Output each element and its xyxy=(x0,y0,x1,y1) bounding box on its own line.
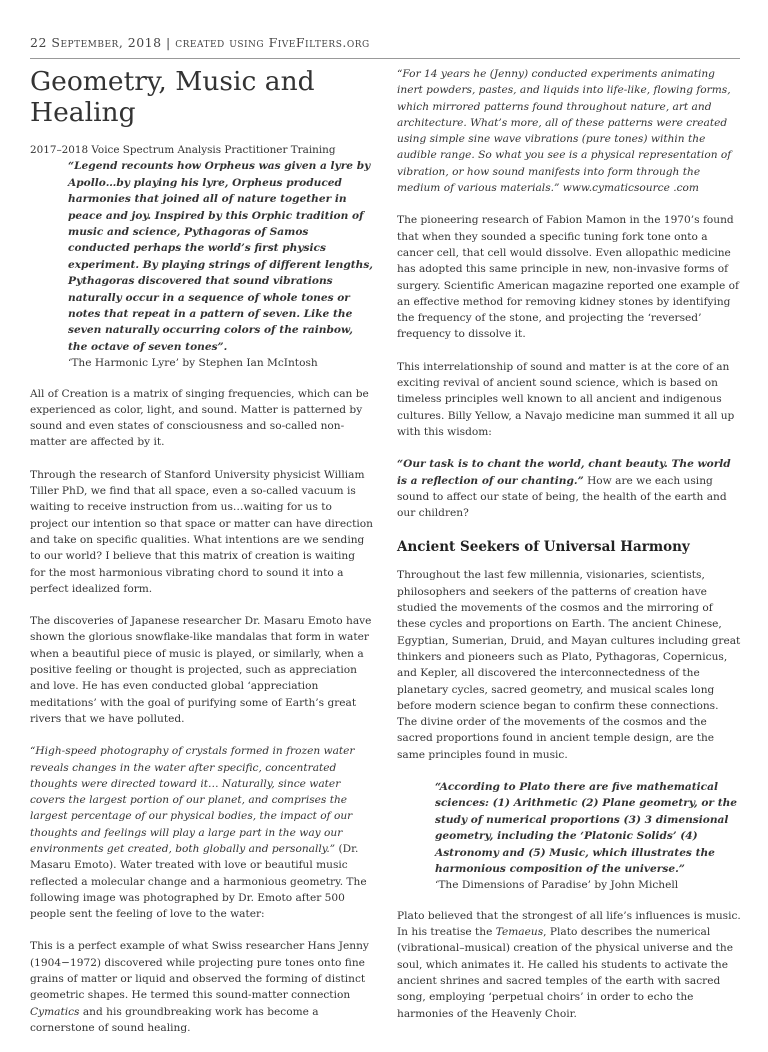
temaeus-term: Temaeus xyxy=(495,926,544,939)
plato-quote-citation: ‘The Dimensions of Paradise’ by John Michell xyxy=(435,879,679,892)
header-divider xyxy=(30,58,740,59)
orpheus-quote-text: “Legend recounts how Orpheus was given a lyre by Apollo…by playing his lyre, Orpheus produced harmonies that joined all of nature together in peace and joy. Inspired by this Orphic tradition of music and science, Pythagoras of Samos conducted perhaps the world’s first physics experiment. By playing strings of different lengths, Pythagoras discovered that sound vibrations naturally occur in a sequence of whole tones or notes that repeat in a pattern of seven. Like the seven naturally occurring colors of the rainbow, the octave of seven tones”. xyxy=(68,160,373,353)
paragraph-ancient-seekers: Throughout the last few millennia, visionaries, scientists, philosophers and seekers of the patterns of creation have studied the movements of the cosmos and the mirroring of these cycles and proportions on Earth. The ancient Chinese, Egyptian, Sumerian, Druid, and Mayan cultures including great thinkers and pioneers such as Plato, Pythagoras, Copernicus, and Kepler, all discovered the interconnectedness of the planetary cycles, sacred geometry, and musical scales long before modern science began to confirm these connections. The divine order of the movements of the cosmos and the sacred proportions found in ancient temple design, are the same principles found in music. xyxy=(397,569,741,761)
navajo-quote-text: “Our task is to chant the world, chant beauty. The world is a reflection of our chanting.” xyxy=(397,458,731,487)
plato-text-end: , Plato describes the numerical (vibrational–musical) creation of the physical universe and the soul, which animates it. He called his students to activate the ancient shrines and sacred temples of the earth with sacred song, employing ‘perpetual choirs’ in order to echo the harmonies of the Heavenly Choir. xyxy=(397,926,734,1020)
paragraph-tiller-research: Through the research of Stanford University physicist William Tiller PhD, we find that all space, even a so-called vacuum is waiting to receive instruction from us…waiting for us to project our intention so that space or matter can have direction and take on specific qualities. What intentions are we sending to our world? I believe that this matrix of creation is waiting for the most harmonious vibrating chord to sound it into a perfect idealized form. xyxy=(30,468,373,595)
paragraph-hans-jenny xyxy=(30,938,373,1036)
paragraph-creation-matrix: All of Creation is a matrix of singing frequencies, which can be experienced as color, light, and sound. Matter is patterned by sound and even states of consciousness and so-called non-matter are affected by it. xyxy=(30,387,369,449)
jenny-text-end: and his groundbreaking work has become a cornerstone of sound healing. xyxy=(30,1005,319,1034)
emoto-quote-text: “High-speed photography of crystals formed in frozen water reveals changes in the water after specific, concentrated thoughts were directed toward it… Naturally, since water covers the largest portion of our planet, and comprises the largest percentage of our physical bodies, the impact of our thoughts and feelings will play a large part in the way our environments get created, both globally and personally.” xyxy=(30,745,355,855)
article-subtitle: 2017–2018 Voice Spectrum Analysis Practitioner Training xyxy=(30,144,336,156)
cymatics-term: Cymatics xyxy=(30,1005,80,1018)
paragraph-mamon-research: The pioneering research of Fabion Mamon in the 1970’s found that when they sounded a specific tuning fork tone onto a cancer cell, that cell would dissolve. Even allopathic medicine has adopted this same principle in new, non-invasive forms of surgery. Scientific American magazine reported one example of an effective method for removing kidney stones by identifying the frequency of the stone, and projecting the ‘reversed’ frequency to dissolve it. xyxy=(397,214,739,341)
navajo-quote-followup: How are we each using sound to affect our state of being, the health of the earth and our children? xyxy=(397,474,727,520)
plato-quote-text: “According to Plato there are five mathematical sciences: (1) Arithmetic (2) Plane geometry, or the study of numerical proportions (3) 3 dimensional geometry, including the ‘Platonic Solids’ (4) Astronomy and (5) Music, which illustrates the harmonious composition of the universe.” xyxy=(435,780,738,876)
paragraph-plato-music xyxy=(397,908,741,1022)
article-title: Geometry, Music and Healing xyxy=(30,66,315,128)
plato-blockquote xyxy=(435,779,741,894)
paragraph-sound-matter: This interrelationship of sound and matter is at the core of an exciting revival of ancient sound science, which is based on timeless principles well known to all ancient and indigenous cultures. Billy Yellow, a Navajo medicine man summed it all up with this wisdom: xyxy=(397,360,735,438)
plato-text-start: Plato believed that the strongest of all life’s influences is music. In his treatise the xyxy=(397,909,741,939)
jenny-text-start: This is a perfect example of what Swiss researcher Hans Jenny (1904−1972) discovered while projecting pure tones onto fine grains of matter or liquid and observed the forming of distinct geometric shapes. He termed this sound-matter connection xyxy=(30,940,369,1002)
section-heading: Ancient Seekers of Universal Harmony xyxy=(397,539,690,556)
paragraph-emoto-discoveries: The discoveries of Japanese researcher Dr. Masaru Emoto have shown the glorious snowflake-like mandalas that form in water when a beautiful piece of music is played, or similarly, when a positive feeling or thought is projected, such as appreciation and love. He has even conducted global ‘appreciation meditations’ with the goal of purifying some of Earth’s great rivers that we have polluted. xyxy=(30,615,372,725)
left-column xyxy=(30,66,373,1052)
paragraph-jenny-quote: “For 14 years he (Jenny) conducted experiments animating inert powders, pastes, and liquids into life-like, flowing forms, which mirrored patterns found throughout nature, art and architecture. What’s more, all of these patterns were created using simple sine wave vibrations (pure tones) within the audible range. So what you see is a physical representation of vibration, or how sound manifests into form through the medium of various materials.” www.cymaticsource .com xyxy=(397,68,732,195)
paragraph-navajo-wisdom xyxy=(397,456,741,521)
emoto-quote-followup: (Dr. Masaru Emoto). Water treated with love or beautiful music reflected a molecular change and a harmonious geometry. The following image was photographed by Dr. Emoto after 500 people sent the feeling of love to the water: xyxy=(30,843,367,921)
right-column xyxy=(397,66,741,1038)
orpheus-blockquote xyxy=(68,158,373,371)
page-header: 22 September, 2018 | created using FiveFilters.org xyxy=(30,35,370,50)
paragraph-emoto-quote xyxy=(30,743,373,922)
orpheus-quote-citation: ‘The Harmonic Lyre’ by Stephen Ian McIntosh xyxy=(68,357,318,370)
